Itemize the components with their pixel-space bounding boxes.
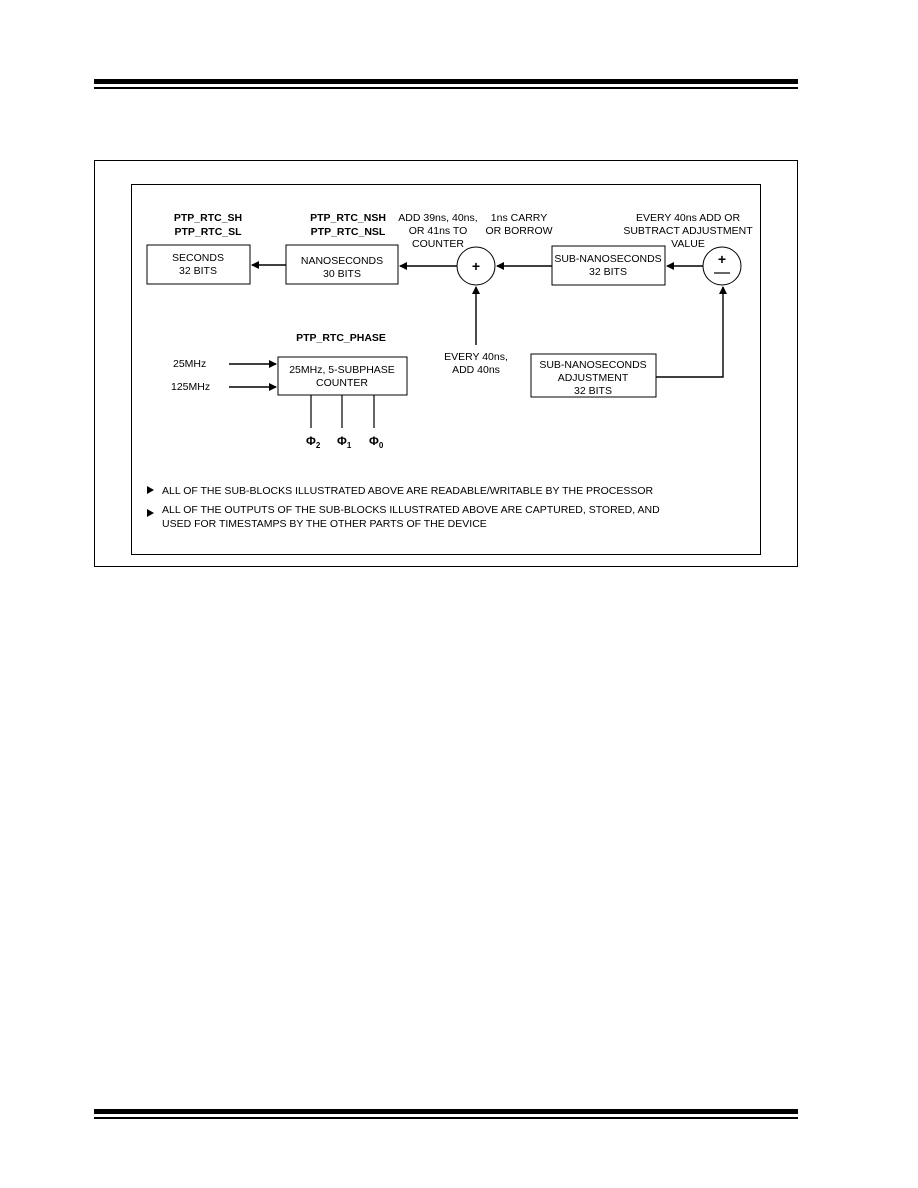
seconds-block-size: 32 BITS <box>179 265 217 277</box>
input-label-25mhz: 25MHz <box>173 358 207 370</box>
note-1-line1: ALL OF THE SUB-BLOCKS ILLUSTRATED ABOVE ARE READABLE/WRITABLE BY THE PROCESSOR <box>162 485 654 497</box>
carry-note-line1: 1ns CARRY <box>490 212 548 224</box>
sub-ns-adjustment-size: 32 BITS <box>574 385 612 397</box>
phase-counter-title: 25MHz, 5-SUBPHASE <box>289 364 395 376</box>
phase-register-label: PTP_RTC_PHASE <box>296 332 386 344</box>
adjust-note-line1: EVERY 40ns ADD OR <box>635 212 741 224</box>
nanoseconds-block-title: NANOSECONDS <box>300 255 384 267</box>
phase-counter-subtitle: COUNTER <box>316 377 368 389</box>
note-2-line2: USED FOR TIMESTAMPS BY THE OTHER PARTS OF THE DEVICE <box>162 518 487 530</box>
phase-output-label-2: $\Phi_2$ <box>306 434 321 450</box>
note-bullet-2 <box>147 509 154 517</box>
sub-ns-adjustment-title: SUB-NANOSECONDS <box>539 359 647 371</box>
every-add-note-line2: ADD 40ns <box>452 364 500 376</box>
nanoseconds-register-label-low: PTP_RTC_NSL <box>310 226 386 238</box>
input-label-125mhz: 125MHz <box>171 381 211 393</box>
phase-output-label-1: $\Phi_1$ <box>337 434 352 450</box>
nanoseconds-register-label-high: PTP_RTC_NSH <box>310 212 386 224</box>
every-add-note-line1: EVERY 40ns, <box>444 351 508 363</box>
adjust-note-line3: VALUE <box>671 238 705 250</box>
sub-nanoseconds-block-title: SUB-NANOSECONDS <box>554 253 662 265</box>
nanoseconds-block-size: 30 BITS <box>323 268 361 280</box>
adjust-note-line2: SUBTRACT ADJUSTMENT <box>623 225 753 237</box>
note-bullet-1 <box>147 486 154 494</box>
note-2-line1: ALL OF THE OUTPUTS OF THE SUB-BLOCKS ILLUSTRATED ABOVE ARE CAPTURED, STORED, AND <box>162 504 660 516</box>
left-adder-plus-sign: + <box>471 258 481 274</box>
phase-output-label-0: $\Phi_0$ <box>369 434 384 450</box>
add-counter-note-line2: OR 41ns TO <box>408 225 468 237</box>
seconds-register-label-high: PTP_RTC_SH <box>173 212 243 224</box>
seconds-register-label-low: PTP_RTC_SL <box>174 226 242 238</box>
add-counter-note-line3: COUNTER <box>412 238 464 250</box>
adjustment-to-adder-arrow <box>656 287 723 377</box>
seconds-block-title: SECONDS <box>172 252 224 264</box>
sub-nanoseconds-block-size: 32 BITS <box>589 266 627 278</box>
add-counter-note-line1: ADD 39ns, 40ns, <box>398 212 478 224</box>
sub-ns-adjustment-subtitle: ADJUSTMENT <box>557 372 629 384</box>
right-adder-plus-sign: + <box>717 251 727 267</box>
carry-note-line2: OR BORROW <box>485 225 553 237</box>
phase-counter-block <box>278 357 407 395</box>
